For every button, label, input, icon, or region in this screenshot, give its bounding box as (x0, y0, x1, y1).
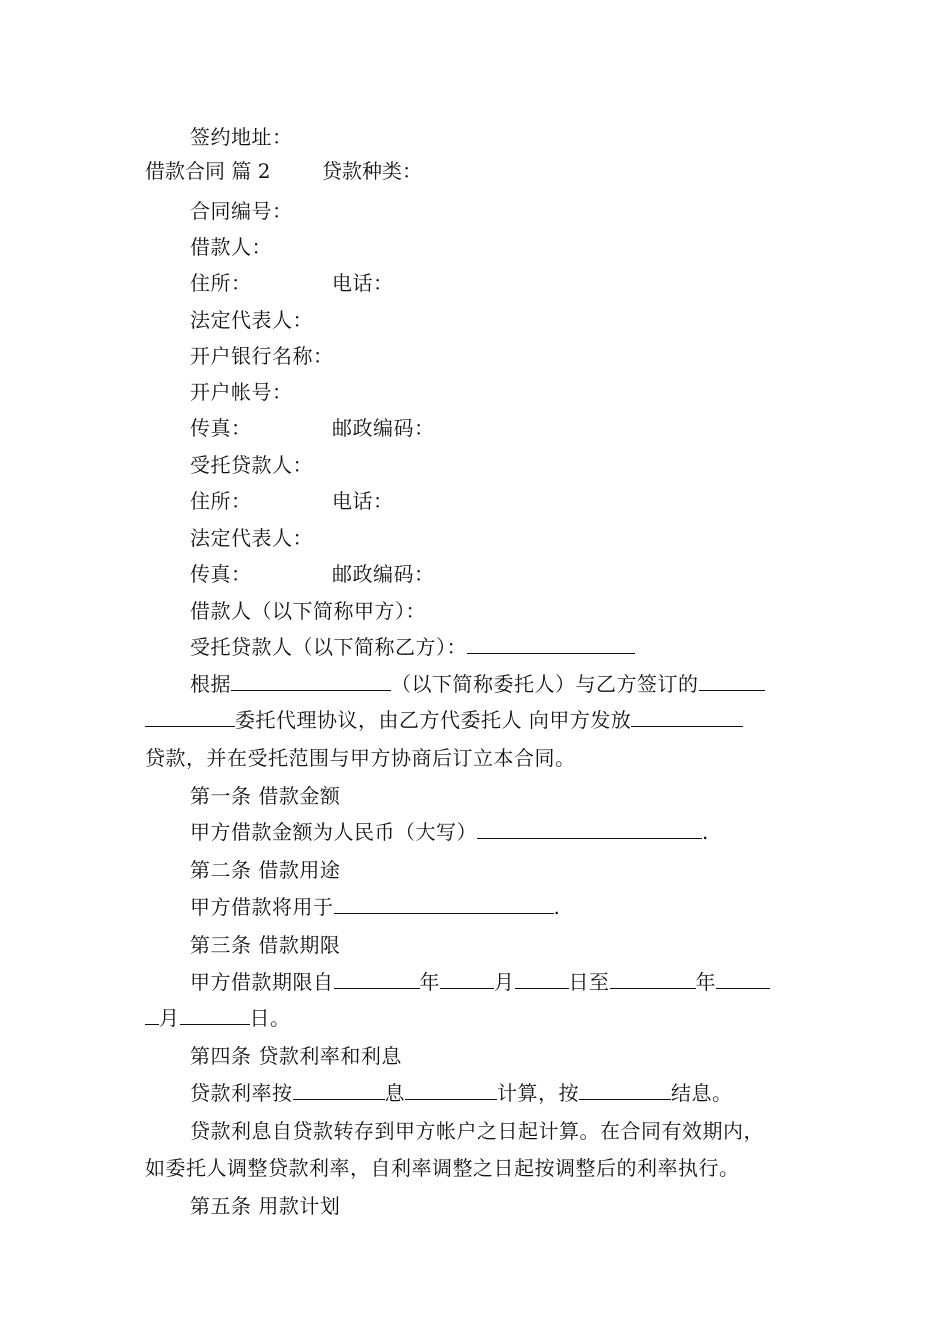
art3-day-to: 日至 (568, 970, 610, 994)
article-3-heading: 第三条 借款期限 (190, 933, 341, 957)
art2-text: 甲方借款将用于 (190, 895, 334, 919)
borrower-postcode-label: 邮政编码： (332, 416, 435, 440)
article-1-line (190, 818, 709, 846)
purpose-blank (334, 893, 554, 914)
borrower-fax-label: 传真： (190, 416, 252, 440)
art4-text-c: 计算，按 (497, 1081, 579, 1105)
article-4-line-1 (190, 1079, 733, 1107)
article-4-paragraph-line-2: 如委托人调整贷款利率，自利率调整之日起按调整后的利率执行。 (145, 1156, 740, 1180)
trustee-label: 受托贷款人： (190, 453, 313, 477)
p1-text-a: 根据 (190, 672, 231, 696)
party-b-line (190, 633, 635, 661)
end-day-blank (180, 1004, 250, 1025)
p1-text-c: 委托代理协议，由乙方代委托人 向甲方发放 (235, 708, 632, 732)
rate-blank (293, 1079, 385, 1100)
document-title: 借款合同 篇 2 (145, 159, 271, 183)
amount-blank (477, 818, 702, 839)
trustee-postcode-label: 邮政编码： (332, 562, 435, 586)
art4-text-a: 贷款利率按 (190, 1081, 293, 1105)
agreement-blank-start (699, 670, 765, 691)
p1-text-b: （以下简称委托人）与乙方签订的 (391, 672, 699, 696)
trustee-phone-label: 电话： (332, 489, 394, 513)
art1-dot: . (702, 820, 709, 844)
art4-text-d: 结息。 (671, 1081, 733, 1105)
trustee-address-label: 住所： (190, 489, 252, 513)
signing-address-label: 签约地址： (190, 125, 293, 149)
interest-blank (405, 1079, 497, 1100)
article-3-line-1 (190, 968, 770, 996)
party-a-label: 借款人（以下简称甲方）： (190, 599, 426, 623)
art1-text: 甲方借款金额为人民币（大写） (190, 820, 477, 844)
end-month-blank-end (145, 1004, 159, 1025)
art3-day-end: 日。 (249, 1006, 291, 1030)
agreement-blank-end (145, 706, 235, 727)
art3-year-1: 年 (419, 970, 440, 994)
paragraph-1-line-3: 贷款，并在受托范围与甲方协商后订立本合同。 (145, 746, 576, 770)
end-year-blank (610, 968, 696, 989)
art4-text-b: 息 (384, 1081, 405, 1105)
article-4-paragraph-line-1: 贷款利息自贷款转存到甲方帐户之日起计算。在合同有效期内， (190, 1119, 764, 1143)
paragraph-1-line-1 (190, 670, 765, 698)
start-month-blank (440, 968, 494, 989)
trustee-legal-rep-label: 法定代表人： (190, 526, 313, 550)
art2-dot: . (553, 895, 561, 919)
start-year-blank (334, 968, 420, 989)
party-b-label: 受托贷款人（以下简称乙方）： (190, 635, 467, 659)
borrower-phone-label: 电话： (332, 271, 394, 295)
loan-blank (631, 706, 743, 727)
party-b-blank (467, 633, 635, 654)
article-2-line (190, 893, 560, 921)
borrower-legal-rep-label: 法定代表人： (190, 308, 313, 332)
contract-number-label: 合同编号： (190, 199, 293, 223)
end-month-blank-start (716, 968, 770, 989)
loan-type-label: 贷款种类： (322, 159, 422, 183)
start-day-blank (515, 968, 569, 989)
bank-account-label: 开户帐号： (190, 380, 293, 404)
art3-year-2: 年 (695, 970, 716, 994)
borrower-address-label: 住所： (190, 271, 252, 295)
borrower-label: 借款人： (190, 235, 272, 259)
article-1-heading: 第一条 借款金额 (190, 784, 341, 808)
article-2-heading: 第二条 借款用途 (190, 858, 341, 882)
bank-name-label: 开户银行名称： (190, 344, 334, 368)
art3-month-1: 月 (494, 970, 515, 994)
paragraph-1-line-2 (145, 706, 743, 734)
art3-text: 甲方借款期限自 (190, 970, 334, 994)
trustee-fax-label: 传真： (190, 562, 252, 586)
settle-blank (579, 1079, 671, 1100)
art3-month-2: 月 (159, 1006, 180, 1030)
article-5-heading: 第五条 用款计划 (190, 1194, 341, 1218)
article-3-line-2 (145, 1004, 291, 1032)
article-4-heading: 第四条 贷款利率和利息 (190, 1044, 402, 1068)
entrustor-blank (231, 670, 391, 691)
